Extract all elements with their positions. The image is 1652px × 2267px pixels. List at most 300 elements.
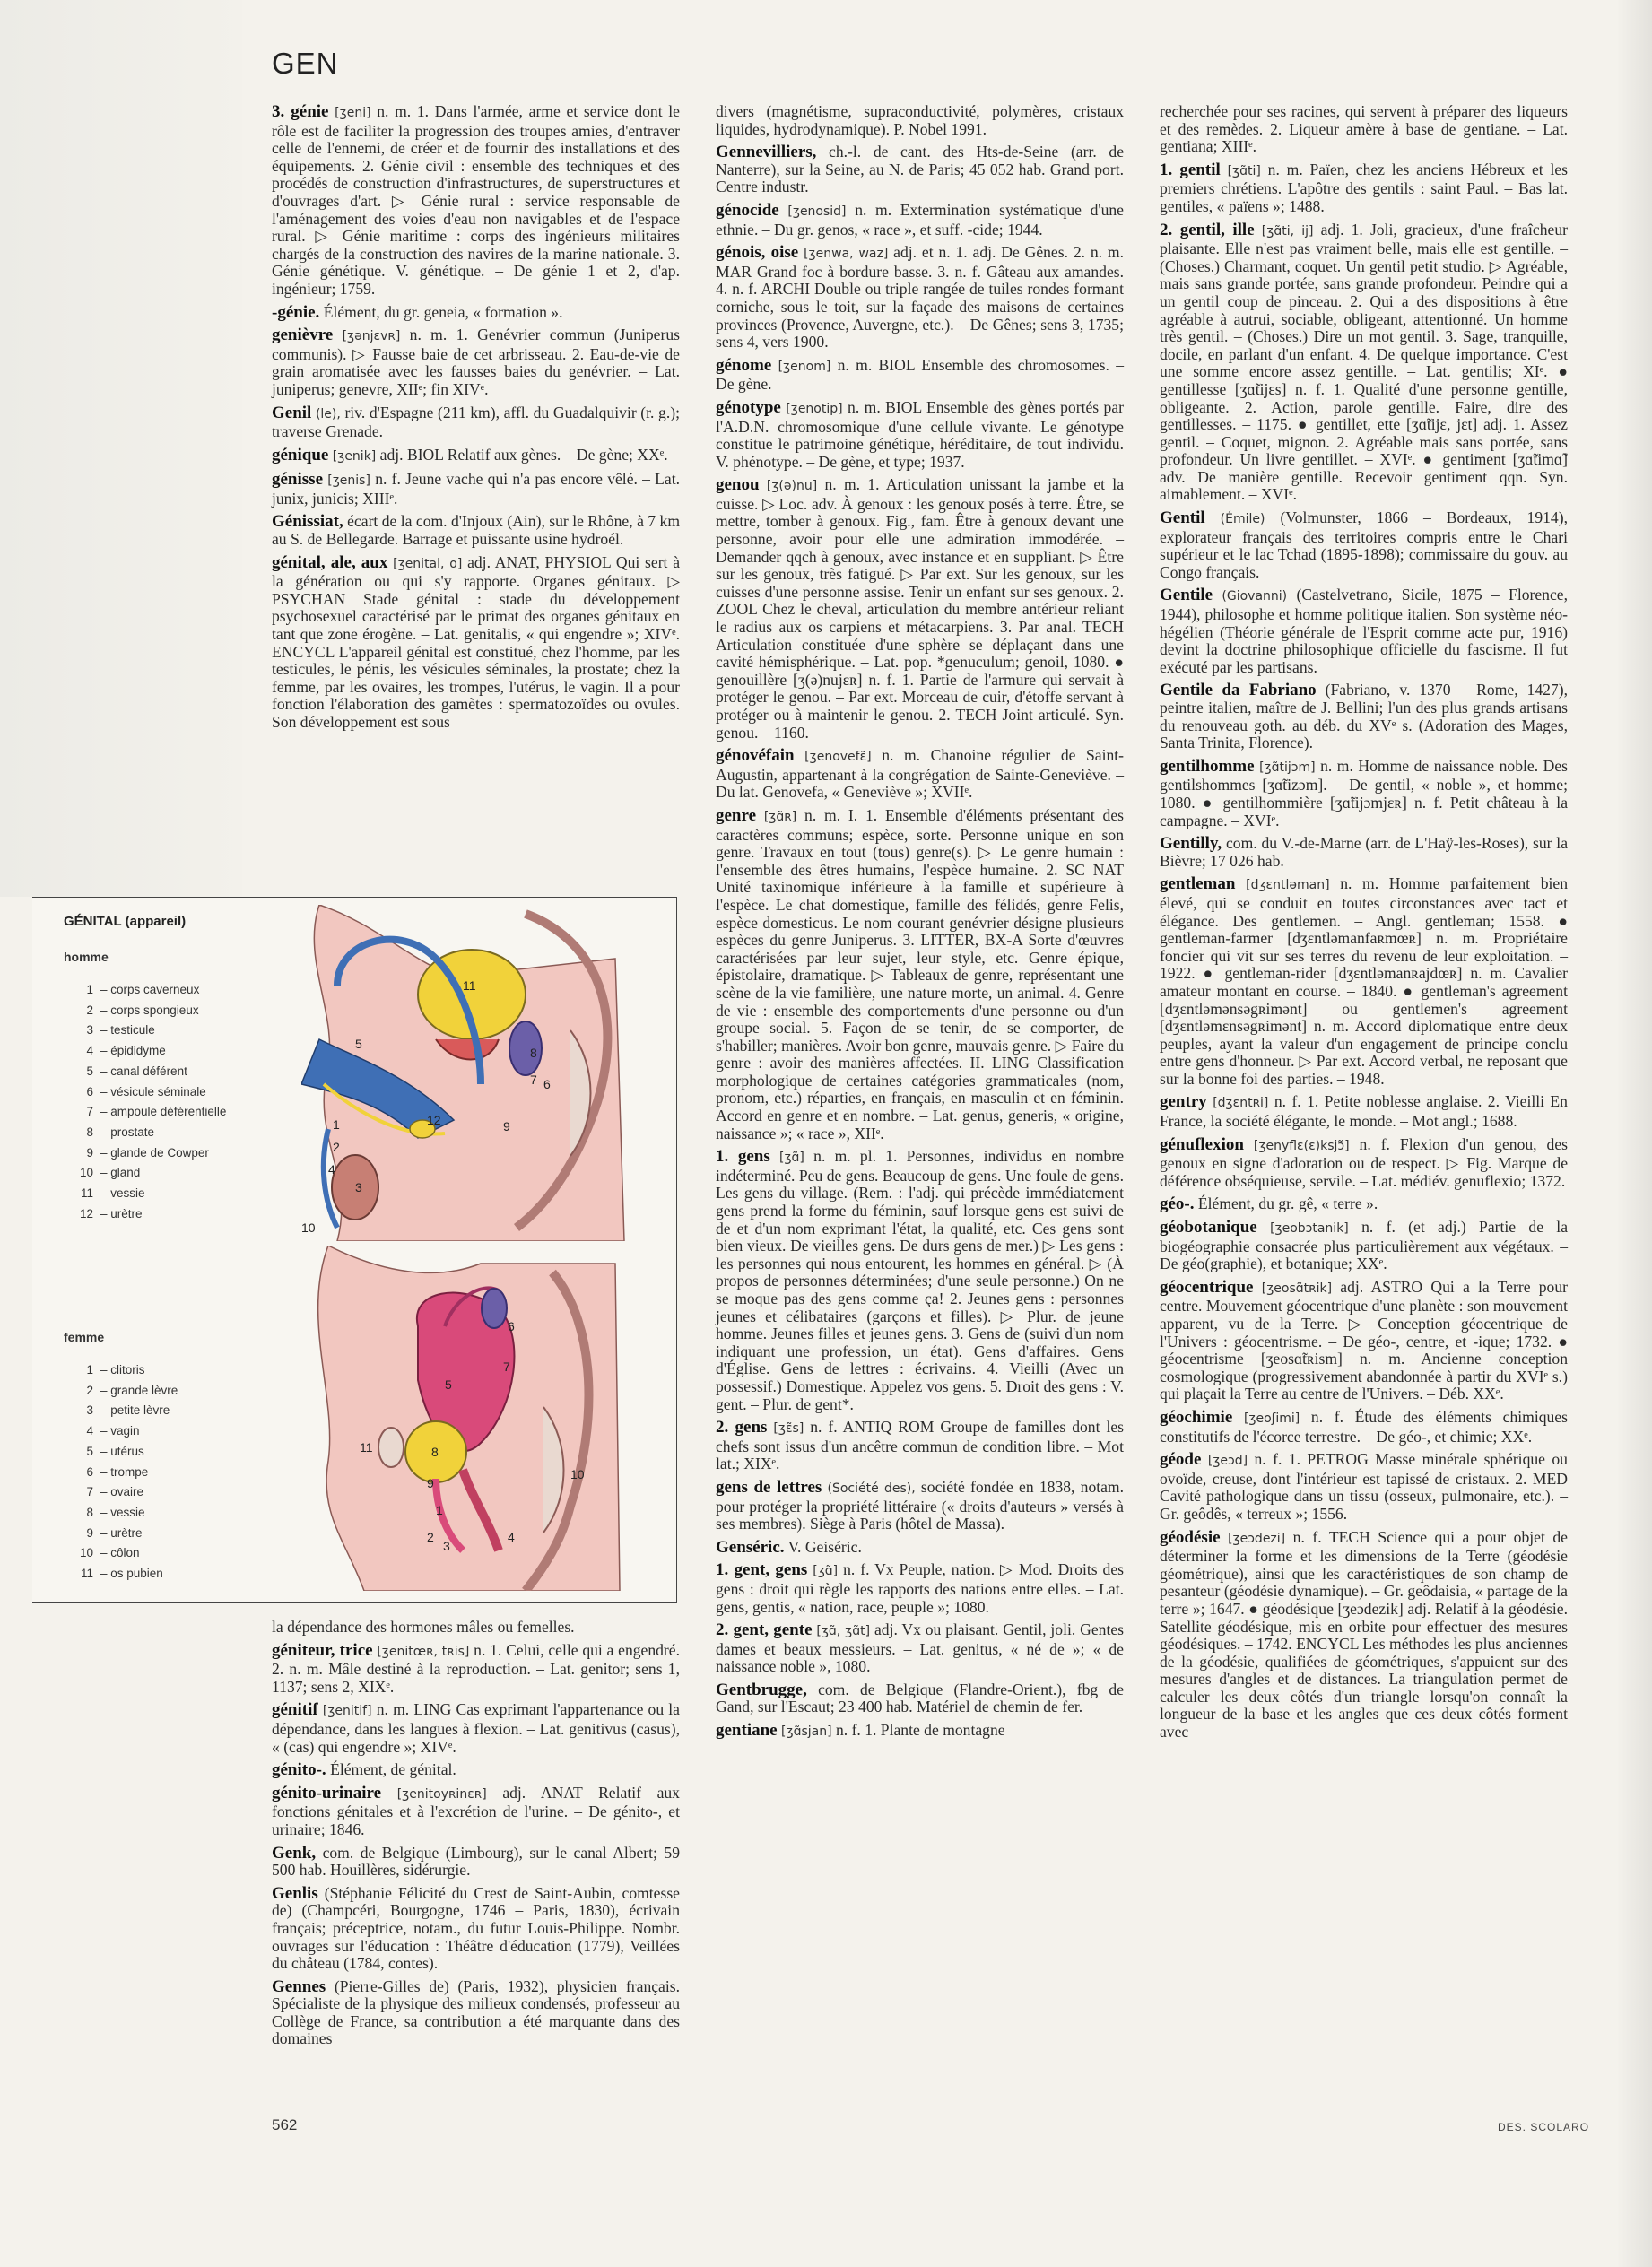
dictionary-entry — [1160, 161, 1568, 216]
definition: n. m. 1. Dans l'armée, arme et service dont le rôle est de faciliter la progression des troupes amies, d'entraver celle de l'ennemi, de créer et de fournir des installations et des équipements. 2. Génie civil : ensemble des techniques et des procédés de construction d'infrastructures, de superstructures et d'ouvrages d'art. ▷ Génie rural : service responsable de l'aménagement des voies d'eau non navigables et de l'espace rural. ▷ Génie maritime : corps des ingénieurs militaires chargés de la construction des navires de la marine nationale. 3. Génie génétique. V. génétique. – De génie 1 et 2, d'ap. ingénieur; 1759. — [272, 102, 680, 298]
definition: (Castelvetrano, Sicile, 1875 – Florence, 1944), philosophe et homme politique italien. Son système néo-hégélien (Théorie générale de l'Esprit comme acte pur, 1916) devint la doctrine philosophique officielle du fascisme. Il fut exécuté par les partisans. — [1160, 586, 1568, 676]
pronunciation: [ʒɛ̃s] — [773, 1421, 804, 1437]
definition: Élément, du gr. geneia, « formation ». — [323, 302, 563, 321]
legend-item — [70, 1082, 226, 1103]
female-callout: 2 — [427, 1530, 434, 1544]
dictionary-entry — [716, 747, 1124, 802]
legend-item — [70, 1123, 226, 1143]
dictionary-entry — [1160, 1219, 1568, 1273]
dictionary-entry — [272, 1619, 680, 1637]
pronunciation: (Giovanni) — [1222, 589, 1288, 604]
legend-item — [70, 1543, 178, 1564]
definition: n. m. Païen, chez les anciens Hébreux et les premiers chrétiens. L'apôtre des gentils : saint Paul. – Bas lat. gentiles, « païens »; 1488. — [1160, 160, 1569, 215]
legend-item — [70, 1503, 178, 1524]
female-callout: 5 — [445, 1377, 452, 1392]
legend-label: trompe — [110, 1464, 149, 1479]
legend-number: 4 — [86, 1044, 93, 1058]
dictionary-entry — [1160, 682, 1568, 751]
legend-label: épididyme — [110, 1044, 166, 1058]
legend-label: vessie — [110, 1505, 145, 1519]
headword: géo-. — [1160, 1194, 1195, 1214]
legend-number: 7 — [86, 1105, 93, 1119]
headword: 2. gent, gente — [716, 1620, 813, 1640]
pronunciation: [ʒenotip] — [786, 401, 843, 416]
headword: 1. gent, gens — [716, 1560, 808, 1580]
dictionary-entry — [1160, 1529, 1568, 1742]
dictionary-entry — [716, 202, 1124, 239]
female-callout: 9 — [427, 1476, 434, 1490]
headword: géochimie — [1160, 1407, 1233, 1427]
legend-heading-female: femme — [64, 1330, 105, 1344]
headword: Gentbrugge, — [716, 1680, 807, 1699]
legend-dash: – — [100, 1166, 111, 1180]
headword: Gennevilliers, — [716, 143, 817, 162]
headword: géodésie — [1160, 1527, 1221, 1547]
definition: n. f. Étude des éléments chimiques constitutifs de l'écorce terrestre. – De géo-, et chimie; XXᵉ. — [1160, 1407, 1568, 1446]
page-fold-shadow — [1616, 0, 1652, 2267]
headword: genou — [716, 475, 760, 495]
legend-dash: – — [100, 1485, 111, 1499]
legend-item — [70, 1062, 226, 1082]
pronunciation: [ʒeɔd] — [1207, 1454, 1248, 1469]
pronunciation: (Société des), — [827, 1481, 916, 1496]
female-callout: 6 — [508, 1319, 515, 1333]
legend-number: 12 — [79, 1206, 93, 1220]
genital-figure — [32, 897, 677, 1603]
legend-dash: – — [100, 1145, 111, 1160]
definition: société fondée en 1838, notam. pour protéger la propriété littéraire (« droits d'auteurs » versés à ses membres). Siège à Paris (hôtel de Massa). — [716, 1477, 1125, 1533]
pronunciation: [ʒ(ə)nu] — [766, 479, 818, 494]
headword: génisse — [272, 470, 323, 490]
headword: -génie. — [272, 302, 320, 322]
definition: adj. 1. Joli, gracieux, d'une fraîcheur plaisante. Elle n'est pas vraiment belle, mais elle est gentille. – (Choses.) Charmant, coquet. Un gentil petit studio. ▷ Agréable, mais sans grande portée, sans grande profondeur. Peindre qui a un gentil coup de pinceau. 2. Qui a des dispositions à être agréable à autrui, sociable, obligeant, attentionné. Un homme très gentil. – (Choses.) Dire un mot gentil. 3. Sage, tranquille, docile, en parlant d'un enfant. 4. De quelque importance. C'est une somme encore assez gentille. – Lat. gentilis; XIᵉ. ● gentillesse [ʒɑ̃tijɛs] n. f. 1. Qualité d'une personne gentille, obligeante. 2. Action, parole gentille. Faire, dire des gentillesses. – 1175. ● gentillet, ette [ʒɑ̃tijɛ, jɛt] adj. 1. Assez gentil. – Coquet, mignon. 2. Agréable mais sans portée, sans profondeur. Un livre gentillet. – XVIᵉ. ● gentiment [ʒɑ̃timɑ̃] adv. De manière gentille. Recevoir gentiment qqn. Syn. aimablement. – XVIᵉ. — [1160, 220, 1568, 504]
headword: 3. génie — [272, 102, 329, 121]
legend-item — [70, 980, 226, 1001]
legend-dash: – — [100, 1403, 111, 1418]
legend-number: 11 — [80, 1567, 93, 1581]
pronunciation: [dʒɛntʀi] — [1213, 1096, 1269, 1111]
definition: n. m. Homme de naissance noble. Des gentilshommes [ʒɑ̃tizɔm]. – De gentil, « noble », et homme; 1080. ● gentilhommière [ʒɑ̃tijɔmjɛʀ] n. f. Petit château à la campagne. – XVIᵉ. — [1160, 756, 1568, 829]
running-head: GEN — [272, 47, 339, 80]
pronunciation: [ʒenitif] — [322, 1704, 372, 1719]
headword: génotype — [716, 397, 781, 417]
headword: géocentrique — [1160, 1277, 1254, 1297]
dictionary-entry — [1160, 509, 1568, 581]
column-3 — [1160, 103, 1568, 1747]
headword: Genk, — [272, 1843, 317, 1863]
male-anatomy-diagram — [301, 905, 633, 1241]
headword: gens de lettres — [716, 1477, 822, 1497]
legend-dash: – — [100, 1567, 111, 1581]
dictionary-entry — [272, 554, 680, 732]
legend-label: urètre — [110, 1206, 143, 1220]
female-callout: 8 — [431, 1445, 439, 1459]
headword: gentilhomme — [1160, 756, 1255, 776]
definition: V. Geiséric. — [787, 1537, 862, 1556]
dictionary-entry — [272, 1978, 680, 2048]
dictionary-entry — [1160, 221, 1568, 505]
legend-number: 10 — [79, 1166, 93, 1180]
male-callout: 2 — [333, 1140, 340, 1154]
legend-dash: – — [100, 1505, 111, 1519]
legend-male — [70, 980, 226, 1224]
dictionary-entry — [1160, 758, 1568, 829]
headword: géniteur, trice — [272, 1640, 373, 1660]
headword: géobotanique — [1160, 1218, 1257, 1238]
legend-dash: – — [100, 1084, 111, 1099]
dictionary-entry — [272, 1761, 680, 1779]
definition: adj. ANAT Relatif aux fonctions génitales et à l'excrétion de l'urine. – De génito-, et urinaire; 1846. — [272, 1783, 680, 1838]
dictionary-entry — [1160, 1195, 1568, 1213]
legend-label: côlon — [110, 1546, 140, 1560]
dictionary-entry — [272, 1642, 680, 1697]
headword: gentleman — [1160, 874, 1236, 894]
definition: n. f. ANTIQ ROM Groupe de familles dont les chefs sont issus d'un ancêtre commun de condition libre. – Mot lat.; XIXᵉ. — [716, 1418, 1124, 1473]
legend-number: 2 — [86, 1383, 93, 1397]
definition: Élément, du gr. gê, « terre ». — [1197, 1194, 1378, 1213]
legend-dash: – — [100, 1444, 111, 1458]
pronunciation: [ʒɑ̃tijɔm] — [1259, 760, 1316, 775]
headword: Gentile — [1160, 586, 1213, 605]
legend-item — [70, 1401, 178, 1421]
legend-dash: – — [100, 1525, 111, 1540]
legend-dash: – — [100, 1383, 111, 1397]
legend-item — [70, 1001, 226, 1021]
headword: Gennes — [272, 1976, 326, 1996]
pronunciation: [ʒɑ̃, ʒɑ̃t] — [816, 1624, 871, 1639]
female-callout: 7 — [503, 1359, 510, 1374]
headword: gentiane — [716, 1721, 778, 1741]
legend-heading-male: homme — [64, 950, 109, 964]
male-callout: 10 — [301, 1220, 316, 1235]
legend-label: ovaire — [110, 1485, 144, 1499]
legend-number: 1 — [86, 983, 93, 996]
legend-dash: – — [100, 1105, 111, 1119]
definition: écart de la com. d'Injoux (Ain), sur le Rhône, à 7 km au S. de Bellegarde. Barrage et puissante usine hydroél. — [272, 512, 681, 549]
legend-label: vésicule séminale — [110, 1084, 206, 1099]
pronunciation: [ʒənjɛvʀ] — [342, 329, 401, 344]
pronunciation: [ʒenitoyʀinɛʀ] — [396, 1786, 487, 1802]
headword: génique — [272, 445, 329, 465]
pronunciation: [ʒenom] — [778, 359, 831, 374]
page-number: 562 — [272, 2116, 298, 2133]
headword: genre — [716, 805, 757, 825]
legend-label: glande de Cowper — [110, 1145, 209, 1160]
legend-number: 10 — [79, 1546, 93, 1560]
definition: (Fabriano, v. 1370 – Rome, 1427), peintre italien, maître de J. Bellini; l'un des plus grands artisans du renouveau goth. au déb. du XVᵉ s. (Adoration des Mages, Santa Trinita, Florence). — [1160, 681, 1568, 752]
legend-label: petite lèvre — [110, 1403, 170, 1418]
male-callout: 1 — [333, 1117, 340, 1132]
male-callout: 8 — [530, 1046, 537, 1060]
legend-number: 11 — [80, 1186, 93, 1201]
headword: 1. gentil — [1160, 160, 1221, 179]
female-callout: 3 — [443, 1539, 450, 1553]
definition: Élément, de génital. — [330, 1760, 456, 1779]
legend-item — [70, 1102, 226, 1123]
column-2 — [716, 103, 1124, 1747]
male-callout: 4 — [328, 1162, 335, 1177]
headword: génovéfain — [716, 746, 795, 766]
legend-item — [70, 1482, 178, 1503]
headword: Gentile da Fabriano — [1160, 681, 1317, 700]
legend-label: clitoris — [110, 1363, 145, 1377]
definition: (Pierre-Gilles de) (Paris, 1932), physicien français. Spécialiste de la physique des milieux condensés, professeur au Collège de France, sa contribution a été marquante dans des domaines — [272, 1976, 680, 2048]
pronunciation: [ʒenital, o] — [393, 556, 463, 571]
definition: com. de Belgique (Limbourg), sur le canal Albert; 59 500 hab. Houillères, sidérurgie. — [272, 1843, 680, 1880]
dictionary-entry — [272, 404, 680, 441]
legend-number: 8 — [86, 1125, 93, 1139]
pronunciation: [dʒɛntləman] — [1246, 878, 1330, 893]
female-callout: 11 — [360, 1440, 373, 1455]
illustration-credit: DES. SCOLARO — [1498, 2121, 1590, 2133]
headword: Genlis — [272, 1883, 318, 1903]
definition: la dépendance des hormones mâles ou femelles. — [272, 1618, 575, 1636]
legend-dash: – — [100, 1064, 111, 1078]
headword: gentry — [1160, 1092, 1207, 1112]
definition: n. f. Jeune vache qui n'a pas encore vêlé. – Lat. junix, junicis; XIIIᵉ. — [272, 470, 681, 508]
dictionary-entry — [272, 1885, 680, 1973]
definition: com. du V.-de-Marne (arr. de L'Haÿ-les-Roses), sur la Bièvre; 17 026 hab. — [1160, 834, 1569, 870]
headword: génito-. — [272, 1760, 326, 1780]
pronunciation: [ʒenyflɛ(ɛ)ksjɔ̃] — [1253, 1138, 1350, 1153]
definition: n. f. 1. PETROG Masse minérale sphérique ou ovoïde, creuse, dont l'intérieur est tapissé de cristaux. 2. MED Cavité pathologique dans un tissu (osseux, pulmonaire, etc.). – Gr. geôdês, « terreux »; 1556. — [1160, 1450, 1568, 1523]
definition: n. f. (et adj.) Partie de la biogéographie consacrée plus particulièrement aux végétaux. – De géo(graphie), et botanique; XXᵉ. — [1160, 1218, 1568, 1273]
legend-dash: – — [100, 1125, 111, 1139]
dictionary-entry — [272, 326, 680, 398]
headword: géode — [1160, 1450, 1202, 1470]
headword: Genil — [272, 403, 312, 422]
male-callout: 9 — [503, 1119, 510, 1134]
headword: Génissiat, — [272, 512, 343, 532]
dictionary-entry — [716, 103, 1124, 138]
legend-item — [70, 1143, 226, 1164]
legend-dash: – — [100, 1546, 111, 1560]
female-callout: 4 — [508, 1530, 515, 1544]
legend-label: os pubien — [110, 1567, 163, 1581]
pronunciation: [ʒenitœʀ, tʀis] — [377, 1644, 470, 1659]
definition: n. m. BIOL Ensemble des gènes portés par l'A.D.N. chromosomique d'une cellule vivante. Le génotype constitue le patrimoine génétique, héréditaire, de tout individu. V. phénotype. – De gène, et type; 1937. — [716, 397, 1125, 471]
definition: adj. et n. 1. adj. De Gênes. 2. n. m. MAR Grand foc à bordure basse. 3. n. f. Gâteau aux amandes. 4. n. f. ARCHI Double ou triple rangée de tuiles rondes formant corniche, sous le toit, sur la façade des maisons de certaines provinces (Provence, Auvergne, etc.). – De Gênes; sens 3, 1735; sens 4, vers 1900. — [716, 243, 1124, 352]
male-callout: 6 — [543, 1077, 551, 1091]
legend-dash: – — [100, 1206, 111, 1220]
definition: n. f. 1. Plante de montagne — [835, 1721, 1005, 1740]
definition: (Stéphanie Félicité du Crest de Saint-Aubin, comtesse de) (Champcéri, Bourgogne, 1746 – Paris, 1830), écrivain français; préceptrice, notam., du futur Louis-Philippe. Nombr. ouvrages sur l'éducation : Théâtre d'éducation (1779), Veillées du château (1784, contes). — [272, 1883, 680, 1973]
headword: génitif — [272, 1700, 318, 1720]
legend-item — [70, 1204, 226, 1225]
dictionary-entry — [716, 1539, 1124, 1557]
definition: n. m. LING Cas exprimant l'appartenance ou la dépendance, dans les langues à flexion. – Lat. genitivus (casus), « (cas) qui engendre »; XIVᵉ. — [272, 1700, 680, 1756]
dictionary-entry — [716, 1561, 1124, 1616]
pronunciation: (le), — [315, 406, 341, 421]
dictionary-entry — [272, 447, 680, 466]
legend-item — [70, 1163, 226, 1184]
legend-number: 5 — [86, 1444, 93, 1458]
male-callout: 11 — [463, 978, 476, 993]
pronunciation: [ʒɑ̃ti, ij] — [1261, 223, 1314, 239]
legend-dash: – — [100, 1003, 111, 1017]
legend-label: testicule — [110, 1023, 155, 1038]
definition: riv. d'Espagne (211 km), affl. du Guadalquivir (r. g.); traverse Grenade. — [272, 403, 680, 441]
dictionary-entry — [1160, 1409, 1568, 1446]
legend-number: 6 — [86, 1084, 93, 1099]
definition: n. m. Chanoine régulier de Saint-Augustin, appartenant à la congrégation de Sainte-Geneviève. – Du lat. Genovefa, « Geneviève »; XVIIᵉ. — [716, 746, 1124, 802]
definition: ch.-l. de cant. des Hts-de-Seine (arr. de Nanterre), sur la Seine, au N. de Paris; 45 052 hab. Grand port. Centre industr. — [716, 143, 1124, 196]
male-callout: 5 — [355, 1037, 362, 1051]
dictionary-entry — [716, 807, 1124, 1142]
headword: génuflexion — [1160, 1134, 1244, 1154]
legend-number: 8 — [86, 1505, 93, 1519]
legend-number: 3 — [86, 1023, 93, 1038]
dictionary-entry — [716, 1479, 1124, 1533]
legend-number: 9 — [86, 1525, 93, 1540]
dictionary-entry — [1160, 1136, 1568, 1191]
legend-dash: – — [100, 983, 111, 996]
legend-label: urètre — [110, 1525, 143, 1540]
legend-label: ampoule déférentielle — [110, 1105, 227, 1119]
pronunciation: (Émile) — [1220, 512, 1265, 527]
legend-number: 3 — [86, 1403, 93, 1418]
legend-label: canal déférent — [110, 1064, 187, 1078]
legend-number: 9 — [86, 1145, 93, 1160]
dictionary-entry — [716, 476, 1124, 742]
dictionary-entry — [272, 304, 680, 322]
dictionary-entry — [272, 1701, 680, 1756]
dictionary-entry — [716, 244, 1124, 352]
pronunciation: [ʒeni] — [335, 106, 371, 120]
dictionary-entry — [1160, 103, 1568, 156]
dictionary-entry — [716, 1419, 1124, 1473]
pronunciation: [ʒeɔdezi] — [1228, 1531, 1286, 1546]
dictionary-entry — [716, 1148, 1124, 1413]
definition: divers (magnétisme, supraconductivité, polymères, cristaux liquides, hydrodynamique). P. Nobel 1991. — [716, 102, 1124, 138]
definition: com. de Belgique (Flandre-Orient.), fbg de Gand, sur l'Escaut; 23 400 hab. Matériel de chemin de fer. — [716, 1680, 1124, 1716]
definition: adj. BIOL Relatif aux gènes. – De gène; XXᵉ. — [379, 445, 668, 464]
headword: génois, oise — [716, 243, 799, 263]
figure-title: GÉNITAL (appareil) — [64, 914, 187, 929]
legend-number: 4 — [86, 1424, 93, 1438]
legend-dash: – — [100, 1186, 111, 1201]
legend-label: corps spongieux — [110, 1003, 199, 1017]
definition: n. m. I. 1. Ensemble d'éléments présentant des caractères communs; espèce, sorte. Personne unique en son genre. Travaux en tout (tous) genre(s). ▷ Le genre humain : l'ensemble des êtres humains, l'espèce humaine. 2. SC NAT Unité taxinomique inférieure à la famille et supérieure à l'espèce. Le chat domestique, famille des félidés, genre Felis, espèce domesticus. Le nom courant genévrier désigne plusieurs espèces du genre Juniperus. 3. LITTER, BX-A Sorte d'œuvres caractérisées par leur sujet, leur style, etc. Genre épique, épistolaire, dramatique. ▷ Tableaux de genre, représentant une scène de la vie familière, une nature morte, un animal. 4. Genre de vie : ensemble des comportements d'une personne ou d'un groupe social. 5. Façon de se tenir, de se comporter, de s'habiller; manières. Avoir bon genre, mauvais genre. ▷ Faire du genre : avoir des manières affectées. II. LING Classification morphologique de certaines catégories grammaticales (nom, pronom, etc.) réparties, en français, en masculin et en féminin. Accord en genre et en nombre. – Lat. genus, generis, « origine, naissance »; « race », XIIᵉ. — [716, 805, 1124, 1142]
legend-number: 7 — [86, 1485, 93, 1499]
definition: n. f. 1. Petite noblesse anglaise. 2. Vieilli En France, la société élégante, le monde. – Mot angl.; 1688. — [1160, 1092, 1568, 1131]
legend-number: 5 — [86, 1064, 93, 1078]
headword: 2. gens — [716, 1418, 768, 1438]
headword: génital, ale, aux — [272, 552, 388, 572]
pronunciation: [ʒɑ̃ʀ] — [763, 809, 797, 824]
legend-female — [70, 1360, 178, 1585]
definition: n. m. BIOL Ensemble des chromosomes. – De gène. — [716, 355, 1124, 394]
pronunciation: [ʒenosid] — [787, 204, 847, 219]
legend-item — [70, 1463, 178, 1483]
definition: adj. Vx ou plaisant. Gentil, joli. Gentes dames et beaux messieurs. – Lat. genitus, « né de »; « de naissance noble », 1080. — [716, 1620, 1124, 1676]
pronunciation: [ʒenovefɛ̃] — [804, 750, 872, 765]
definition: n. f. Vx Peuple, nation. ▷ Mod. Droits des gens : droit qui règle les rapports des nations entre elles. – Lat. gens, gentis, « nation, race, peuple »; 1080. — [716, 1560, 1124, 1616]
headword: génome — [716, 355, 772, 375]
headword: Genséric. — [716, 1537, 785, 1557]
headword: 2. gentil, ille — [1160, 220, 1255, 239]
pronunciation: [ʒɑ̃] — [779, 1151, 804, 1166]
legend-item — [70, 1381, 178, 1402]
legend-item — [70, 1041, 226, 1062]
legend-dash: – — [100, 1023, 111, 1038]
definition: adj. ANAT, PHYSIOL Qui sert à la génération ou qui s'y rapporte. Organes génitaux. ▷ PSYCHAN Stade génital : stade du développement psychosexuel caractérisé par le primat des organes génitaux en tant que zone érogène. – Lat. genitalis, « qui engendre »; XIVᵉ. ENCYCL L'appareil génital est constitué, chez l'homme, par les testicules, le pénis, les vésicules séminales, la prostate; chez la femme, par les ovaires, les trompes, l'utérus, le vagin. Il a pour fonction l'élaboration des gamètes : spermatozoïdes ou ovules. Son développement est sous — [272, 552, 681, 731]
legend-label: prostate — [110, 1125, 155, 1139]
dictionary-entry — [716, 1621, 1124, 1676]
pronunciation: [ʒeobɔtanik] — [1270, 1221, 1349, 1237]
dictionary-entry — [1160, 1451, 1568, 1523]
legend-dash: – — [100, 1464, 111, 1479]
column-1 — [272, 103, 680, 737]
dictionary-entry — [272, 103, 680, 299]
dictionary-entry — [716, 1681, 1124, 1716]
dictionary-entry — [716, 1722, 1124, 1742]
headword: génito-urinaire — [272, 1783, 382, 1802]
pronunciation: [ʒenis] — [327, 473, 370, 489]
male-callout: 3 — [355, 1180, 362, 1194]
legend-item — [70, 1184, 226, 1204]
legend-item — [70, 1421, 178, 1442]
headword: Gentilly, — [1160, 834, 1222, 854]
definition: n. m. Extermination systématique d'une ethnie. – Du gr. genos, « race », et suff. -cide; 1944. — [716, 200, 1124, 239]
definition: adj. ASTRO Qui a la Terre pour centre. Mouvement géocentrique d'une planète : son mouvement apparent, vu de la Terre. ▷ Conception géocentrique de l'Univers : géocentrisme. – De géo-, centre, et -ique; 1732. ● géocentrisme [ʒeosɑ̃tʀism] n. m. Ancienne conception cosmologique (progressivement abandonnée à partir du XVIᵉ s.) qui plaçait la Terre au centre de l'Univers. – Déb. XXᵉ. — [1160, 1277, 1569, 1403]
legend-number: 2 — [86, 1003, 93, 1017]
female-callout: 1 — [436, 1503, 443, 1517]
legend-label: corps caverneux — [110, 983, 200, 996]
definition: n. m. 1. Articulation unissant la jambe et la cuisse. ▷ Loc. adv. À genoux : les genoux posés à terre. Être, se mettre, tomber à genoux. Fig., fam. Être à genoux devant une personne, avoir pour elle une admiration immodérée. – Demander qqch à genoux, avec instance et en suppliant. ▷ Être sur les genoux, très fatigué. ▷ Par ext. Sur les genoux, sur les cuisses d'une personne assise. Tenir un enfant sur ses genoux. 2. ZOOL Chez le cheval, articulation du membre antérieur reliant le radius aux os carpiens et métacarpiens. 3. Par anal. TECH Articulation constituée d'une sphère se déplaçant dans une cavité hémisphérique. – Lat. pop. *genuculum; genoil, 1080. ● genouillère [ʒ(ə)nujɛʀ] n. f. 1. Partie de l'armure qui servait à protéger le genou. – Par ext. Morceau de cuir, d'étoffe servant à protéger ou à maintenir le genou. 2. TECH Joint articulé. Syn. genou. – 1160. — [716, 475, 1125, 742]
dictionary-entry — [272, 471, 680, 508]
legend-number: 6 — [86, 1464, 93, 1479]
definition: n. m. 1. Genévrier commun (Juniperus communis). ▷ Fausse baie de cet arbrisseau. 2. Eau-de-vie de grain aromatisée avec les fausses baies du genévrier. – Lat. juniperus; genevre, XIIᵉ; fin XIVᵉ. — [272, 326, 680, 398]
definition: n. 1. Celui, celle qui a engendré. 2. n. m. Mâle destiné à la reproduction. – Lat. genitor; sens 1, 1137; sens 2, XIXᵉ. — [272, 1640, 681, 1696]
male-callout: 7 — [530, 1073, 537, 1087]
definition: (Volmunster, 1866 – Bordeaux, 1914), explorateur français des territoires compris entre le Chari supérieur et le lac Tchad (1895-1898); commissaire du gouv. au Congo français. — [1160, 508, 1568, 581]
headword: genièvre — [272, 326, 334, 345]
female-anatomy-diagram — [301, 1246, 633, 1591]
left-margin-shadow — [0, 0, 242, 897]
dictionary-entry — [716, 357, 1124, 394]
column-1-bottom — [272, 1619, 680, 2054]
dictionary-entry — [1160, 875, 1568, 1088]
dictionary-entry — [1160, 1279, 1568, 1403]
legend-number: 1 — [86, 1363, 93, 1377]
legend-label: grande lèvre — [110, 1383, 178, 1397]
legend-label: vagin — [110, 1424, 140, 1438]
pronunciation: [ʒɑ̃] — [813, 1564, 839, 1579]
pronunciation: [ʒɑ̃ti] — [1227, 163, 1261, 178]
dictionary-entry — [272, 513, 680, 548]
legend-item — [70, 1442, 178, 1463]
male-callout: 12 — [427, 1113, 441, 1127]
legend-item — [70, 1021, 226, 1041]
pronunciation: [ʒeoʃimi] — [1243, 1411, 1300, 1426]
definition: n. m. Homme parfaitement bien élevé, qui se conduit en toutes circonstances avec tact et élégance. Des gentlemen. – Angl. gentleman; 1558. ● gentleman-farmer [dʒɛntləmanfaʀmœʀ] n. m. Propriétaire foncier qui vit sur ses terres du revenu de leur exploitation. – 1922. ● gentleman-rider [dʒɛntləmanʀajdœʀ] n. m. Cavalier amateur montant en course. – 1840. ● gentleman's agreement [dʒɛntləmənsəgʀimənt] ou gentlemen's agreement [dʒɛntləmɛnsəgʀimənt] n. m. Accord diplomatique entre deux peuples, ayant la valeur d'un engagement de principe conclu entre gens d'honneur. ▷ Par ext. Accord verbal, ne reposant que sur la bonne foi des parties. – 1948. — [1160, 874, 1568, 1088]
legend-dash: – — [100, 1424, 111, 1438]
dictionary-entry — [716, 399, 1124, 471]
dictionary-entry — [272, 1845, 680, 1880]
female-callout: 10 — [570, 1467, 585, 1481]
legend-dash: – — [100, 1363, 111, 1377]
pronunciation: [ʒɑ̃sjan] — [781, 1724, 832, 1740]
legend-label: vessie — [110, 1186, 145, 1201]
dictionary-entry — [1160, 835, 1568, 870]
definition: n. f. TECH Science qui a pour objet de déterminer la forme et les dimensions de la Terre (géodésie géométrique), ainsi que les caractéristiques de son champ de pesanteur (géodésie dynamique). – Gr. geôdaisia, « partage de la terre »; 1647. ● géodésique [ʒeɔdezik] adj. Relatif à la géodésie. Satellite géodésique, mis en orbite pour effectuer des mesures géodésiques. – 1742. ENCYCL Les méthodes les plus anciennes de la géodésie, qualifiées de géométriques, s'appuient sur des mesures d'angles et de distances. La triangulation permet de calculer les deux côtés d'un triangle lorsqu'on connaît la longueur de la base et les angles que ces deux côtés forment avec — [1160, 1527, 1568, 1742]
legend-item — [70, 1564, 178, 1585]
definition: n. m. pl. 1. Personnes, individus en nombre indéterminé. Peu de gens. Beaucoup de gens. Une foule de gens. Les gens du village. (Rem. : l'adj. qui précède immédiatement gens prend la forme du féminin, sauf lorsque gens est suivi de de et d'un nom exprimant l'état, la qualité, etc. Ces gens sont bien vieux. De vieilles gens. De durs gens de mer.) ▷ Les gens : les personnes qui nous entourent, les hommes en général. ▷ (À propos de personnes déterminées; d'une seule personne.) On ne se moque pas des gens comme ça! 2. Jeunes gens : personnes jeunes et célibataires (garçons et filles). ▷ Plur. de jeune homme. Jeunes filles et jeunes gens. 3. Gens de (suivi d'un nom indiquant une profession, un état). Gens d'affaires. Gens d'Église. Gens de lettres : écrivains. 4. Vieilli (Avec un possessif.) Domestique. Appelez vos gens. 5. Droit des gens : V. gent. – Plur. de gent*. — [716, 1147, 1124, 1413]
definition: n. f. Flexion d'un genou, des genoux en signe d'adoration ou de respect. ▷ Fig. Marque de déférence obséquieuse, servile. – Lat. médiév. genuflexio; 1372. — [1160, 1134, 1568, 1190]
dictionary-entry — [1160, 586, 1568, 676]
legend-label: utérus — [110, 1444, 144, 1458]
